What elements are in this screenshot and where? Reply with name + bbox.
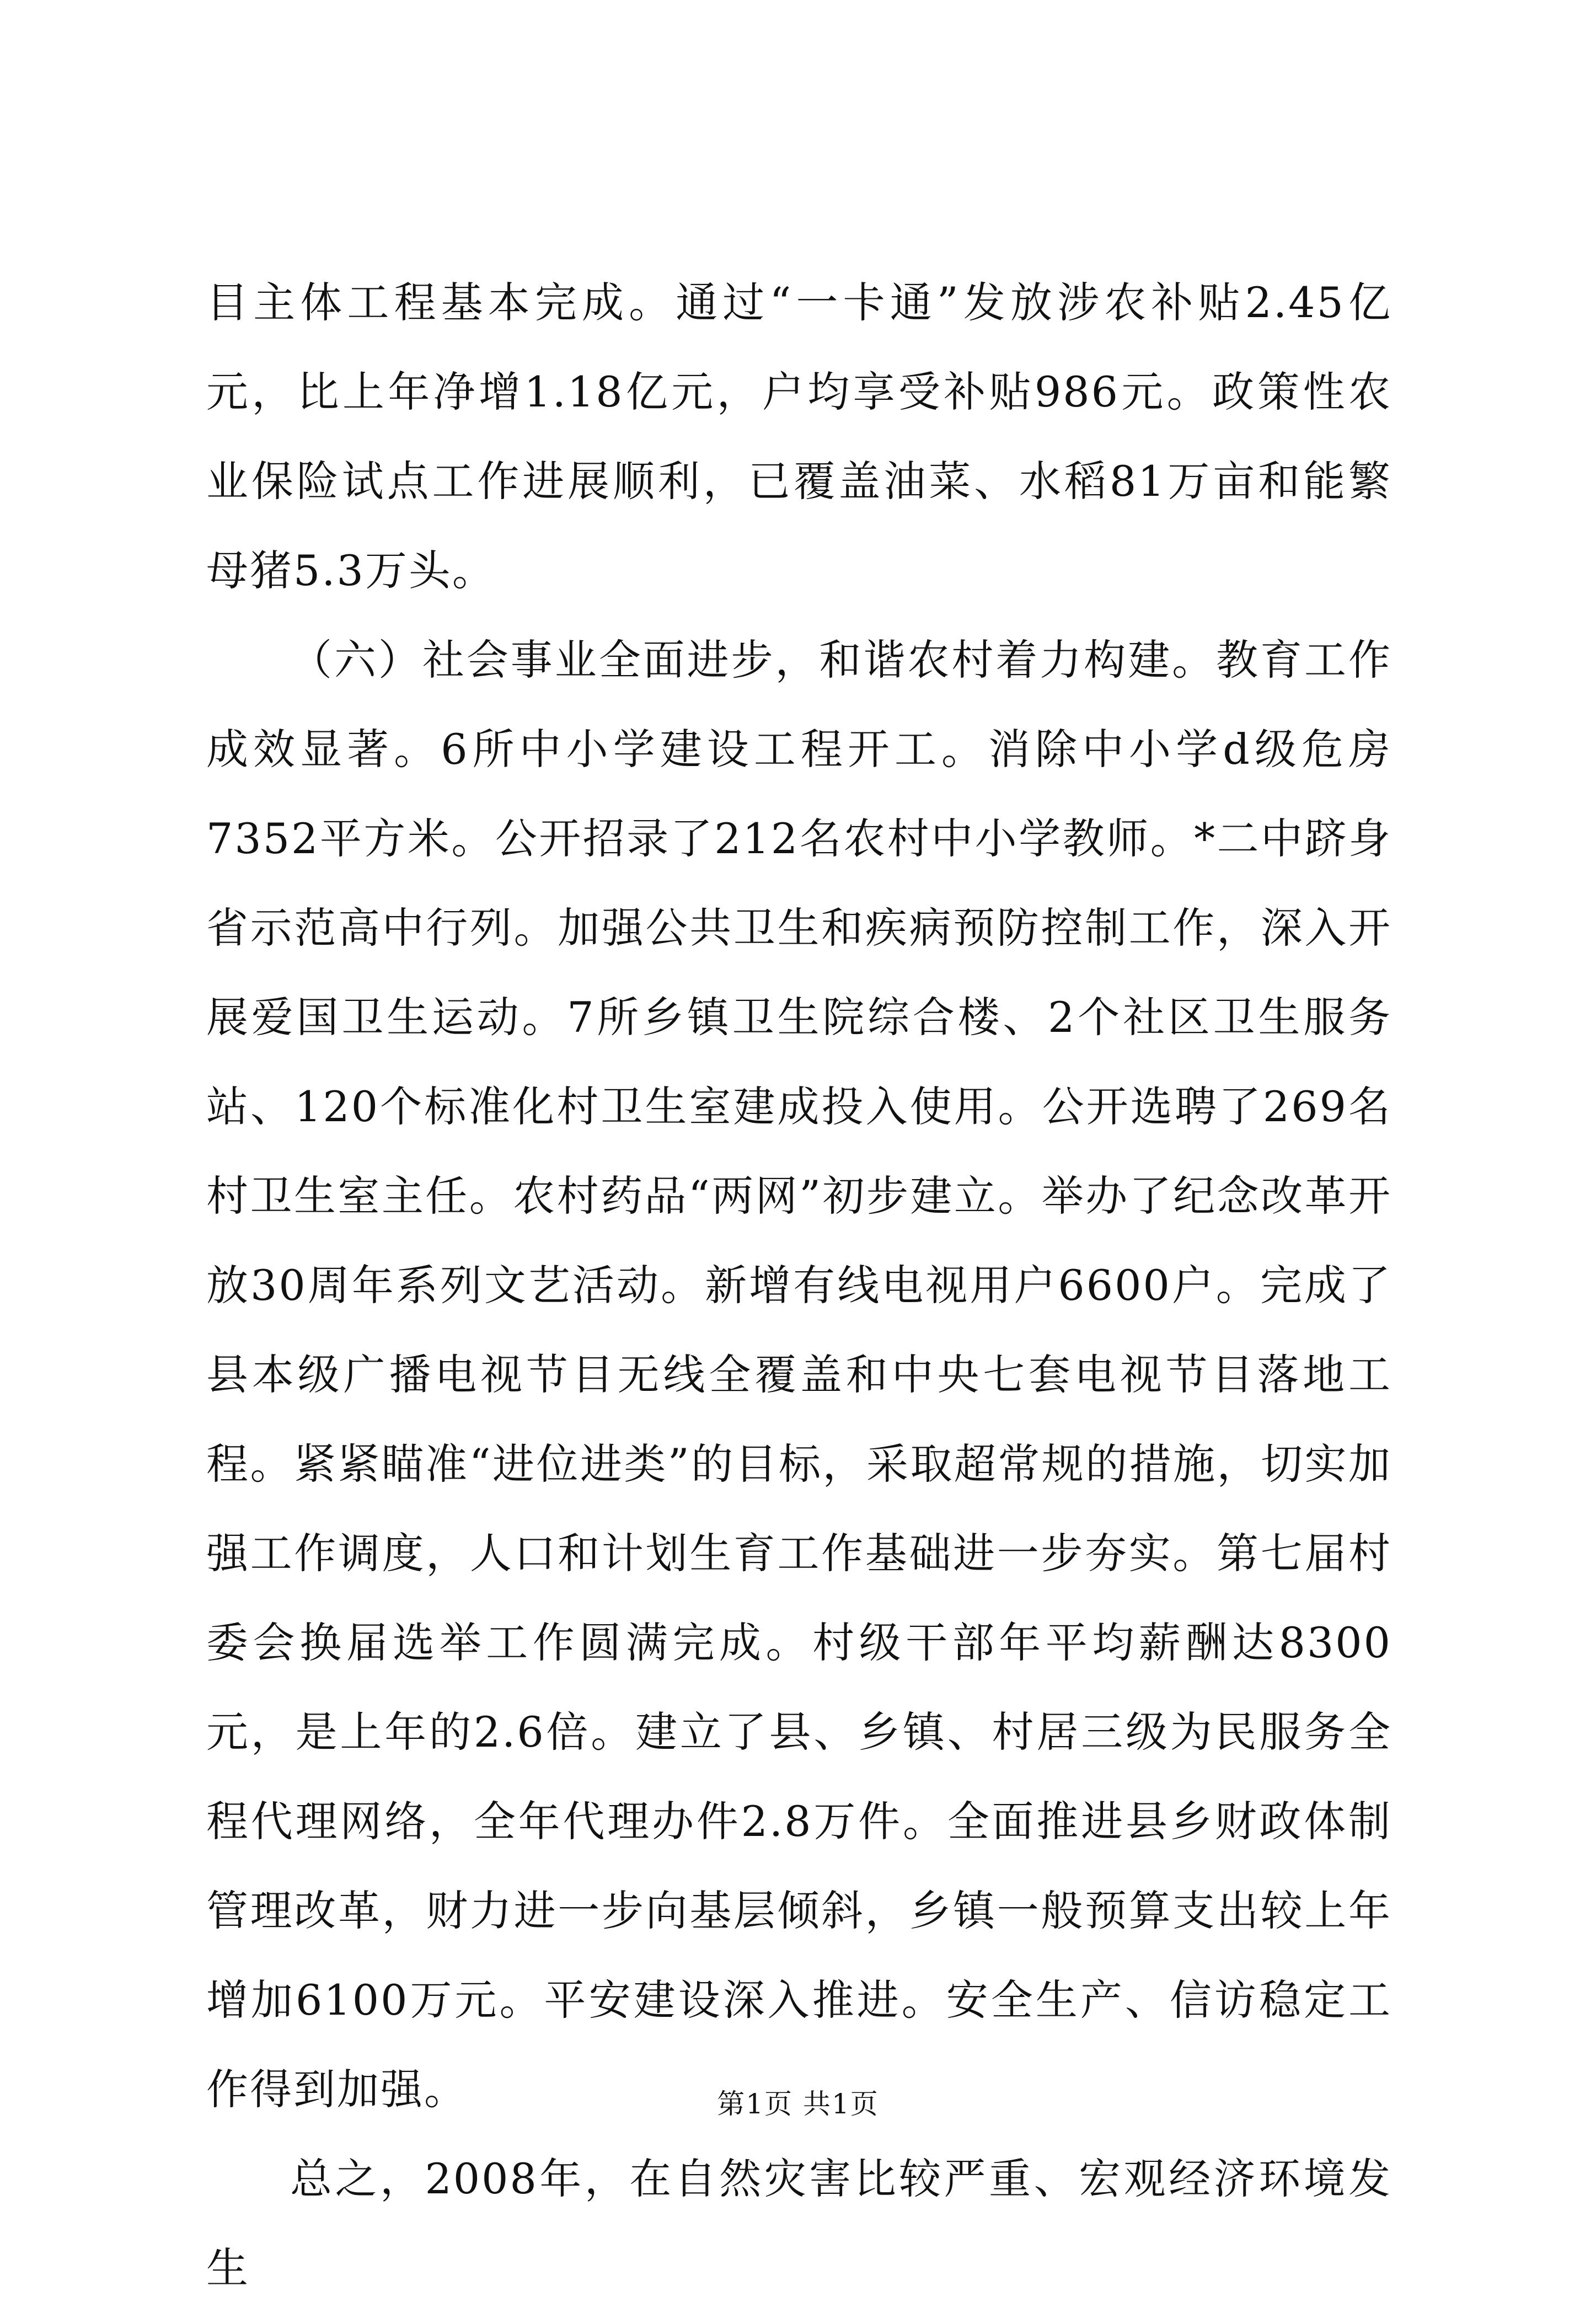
paragraph-1: 目主体工程基本完成。通过“一卡通”发放涉农补贴2.45亿元，比上年净增1.18亿元，户均享受补贴986元。政策性农业保险试点工作进展顺利，已覆盖油菜、水稻81万亩和能繁母猪5.3万头。 bbox=[206, 278, 1392, 595]
document-body bbox=[206, 258, 1392, 2313]
paragraph-3: 总之，2008年，在自然灾害比较严重、宏观经济环境发生 bbox=[206, 2154, 1392, 2293]
paragraph-2: （六）社会事业全面进步，和谐农村着力构建。教育工作成效显著。6所中小学建设工程开工。消除中小学d级危房7352平方米。公开招录了212名农村中小学教师。*二中跻身省示范高中行列。加强公共卫生和疾病预防控制工作，深入开展爱国卫生运动。7所乡镇卫生院综合楼、2个社区卫生服务站、120个标准化村卫生室建成投入使用。公开选聘了269名村卫生室主任。农村药品“两网”初步建立。举办了纪念改革开放30周年系列文艺活动。新增有线电视用户6600户。完成了县本级广播电视节目无线全覆盖和中央七套电视节目落地工程。紧紧瞄准“进位进类”的目标，采取超常规的措施，切实加强工作调度，人口和计划生育工作基础进一步夯实。第七届村委会换届选举工作圆满完成。村级干部年平均薪酬达8300元，是上年的2.6倍。建立了县、乡镇、村居三级为民服务全程代理网络，全年代理办件2.8万件。全面推进县乡财政体制管理改革，财力进一步向基层倾斜，乡镇一般预算支出较上年增加6100万元。平安建设深入推进。安全生产、信访稳定工作得到加强。 bbox=[206, 635, 1392, 2114]
page-footer: 第1页 共1页 bbox=[717, 2088, 879, 2120]
